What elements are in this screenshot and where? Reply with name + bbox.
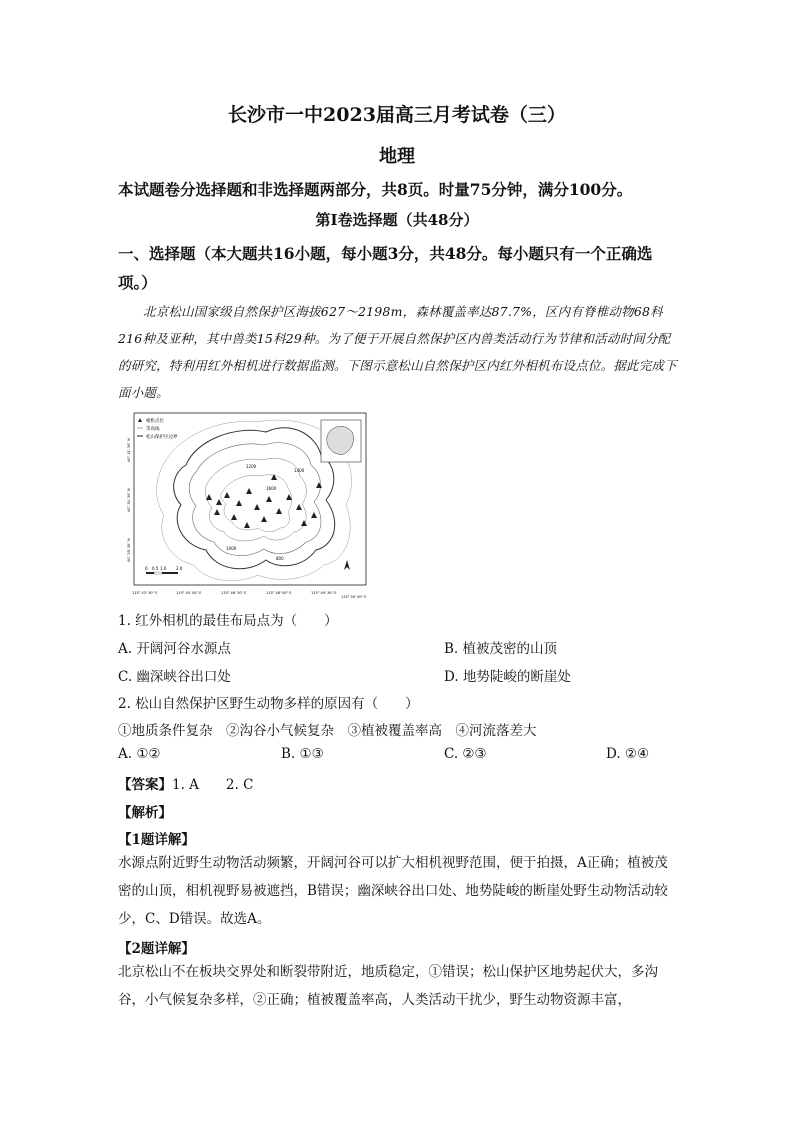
svg-text:1.0: 1.0 <box>160 566 167 571</box>
svg-text:40° 30' 30" N: 40° 30' 30" N <box>127 488 131 512</box>
svg-text:松山保护区边界: 松山保护区边界 <box>146 435 178 440</box>
svg-text:115° 50' 00" E: 115° 50' 00" E <box>341 595 367 599</box>
svg-text:0: 0 <box>145 566 148 571</box>
svg-text:1400: 1400 <box>294 468 305 473</box>
question-1-stem: 1. 红外相机的最佳布局点为（ ） <box>118 613 338 629</box>
exam-notice: 本试题卷分选择题和非选择题两部分，共8页。时量75分钟，满分100分。 <box>118 180 633 199</box>
camera-location-map <box>126 410 371 600</box>
svg-text:40° 29' 30" N: 40° 29' 30" N <box>127 538 131 562</box>
q2-analysis-text: 北京松山不在板块交界处和断裂带附近，地质稳定，①错误；松山保护区地势起伏大，多沟谷，小气候复杂多样，②正确；植被覆盖率高，人类活动干扰少，野生动物资源丰富， <box>118 964 658 1008</box>
svg-text:1600: 1600 <box>266 486 277 491</box>
section-heading: 第Ⅰ卷选择题（共48分） <box>315 211 479 229</box>
part-title: 一、选择题（本大题共16小题，每小题3分，共48分。每小题只有一个正确选项。） <box>118 244 653 292</box>
svg-text:800: 800 <box>276 556 284 561</box>
question-material: 北京松山国家级自然保护区海拔627～2198m，森林覆盖率达87.7%，区内有脊椎动物68科216种及亚种，其中兽类15科29种。为了便于开展自然保护区内兽类活动行为节律和活动时间分配的研究，特利用红外相机进行数据监测。下图示意松山自然保护区内红外相机布设点位。据此完成下面小题。 <box>118 304 677 400</box>
q1-option-a[interactable]: A. 开阔河谷水源点 <box>118 641 231 657</box>
svg-text:1000: 1000 <box>226 546 237 551</box>
q2-option-c[interactable]: C. ②③ <box>444 746 487 762</box>
svg-text:115° 43' 30" E: 115° 43' 30" E <box>132 591 158 595</box>
q1-option-b[interactable]: B. 植被茂密的山顶 <box>444 641 558 657</box>
q1-analysis-text: 水源点附近野生动物活动频繁，开阔河谷可以扩大相机视野范围，便于拍摄，A正确；植被茂密的山顶，相机视野易被遮挡，B错误；幽深峡谷出口处、地势陡峻的断崖处野生动物活动较少，C、D错误。故选A。 <box>118 855 668 927</box>
question-2-stem: 2. 松山自然保护区野生动物多样的原因有（ ） <box>118 696 419 712</box>
q1-analysis-label: 【1题详解】 <box>118 832 195 848</box>
q2-analysis-label: 【2题详解】 <box>118 941 195 957</box>
q1-option-d[interactable]: D. 地势陡峻的断崖处 <box>444 669 571 685</box>
answer-text: 1. A 2. C <box>172 777 254 793</box>
answer-line <box>118 773 253 793</box>
subject-title: 地理 <box>379 146 415 167</box>
q2-option-b[interactable]: B. ①③ <box>281 746 324 762</box>
svg-text:40° 31' 30" N: 40° 31' 30" N <box>127 438 131 462</box>
exam-title: 长沙市一中2023届高三月考试卷（三） <box>228 104 566 126</box>
svg-text:等高线: 等高线 <box>146 427 160 432</box>
q2-option-a[interactable]: A. ①② <box>118 746 161 762</box>
q2-option-d[interactable]: D. ②④ <box>606 746 650 762</box>
analysis-label: 【解析】 <box>118 805 172 821</box>
q1-option-c[interactable]: C. 幽深峡谷出口处 <box>118 669 231 685</box>
question-2-items: ①地质条件复杂 ②沟谷小气候复杂 ③植被覆盖率高 ④河流落差大 <box>118 723 537 739</box>
svg-text:相机点位: 相机点位 <box>146 419 164 424</box>
svg-text:115° 46' 30" E: 115° 46' 30" E <box>221 591 247 595</box>
svg-text:115° 49' 30" E: 115° 49' 30" E <box>311 591 337 595</box>
svg-text:115° 45' 00" E: 115° 45' 00" E <box>176 591 202 595</box>
svg-text:1200: 1200 <box>246 464 257 469</box>
svg-text:115° 48' 00" E: 115° 48' 00" E <box>266 591 292 595</box>
svg-text:2.0: 2.0 <box>176 566 183 571</box>
svg-text:0.5: 0.5 <box>152 566 159 571</box>
answer-label: 【答案】 <box>118 777 172 793</box>
